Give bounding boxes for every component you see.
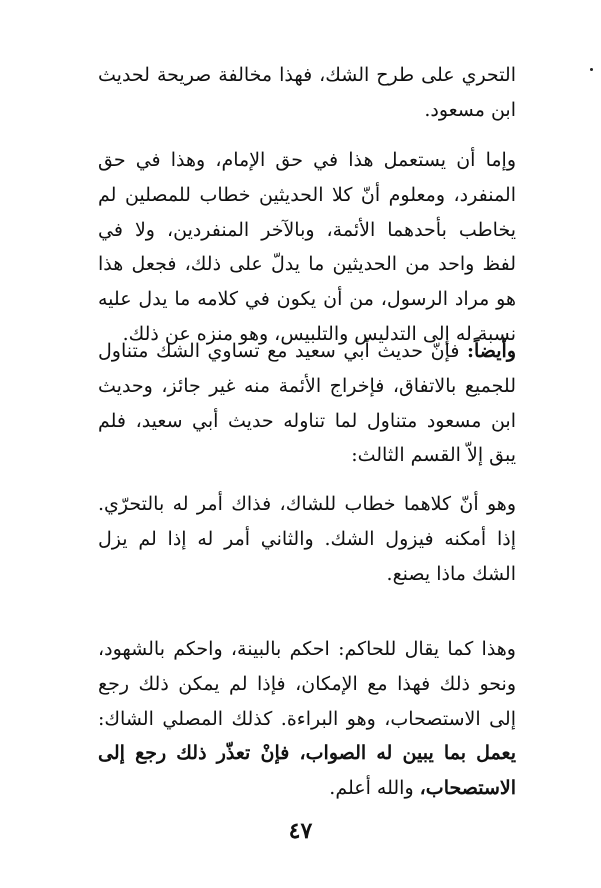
paragraph-2-text: وإما أن يستعمل هذا في حق الإمام، وهذا في حق المنفرد، ومعلوم أنّ كلا الحديثين خطاب للمصلين لم يخاطب بأحدهما الأئمة، وبالآخر المنفردين، ولا في لفظ واحد من الحديثين ما يدلّ على ذلك، فجعل هذا هو مراد الرسول، من أن يكون في كلامه ما يدل عليه نسبة له إلى التدليس والتلبيس، وهو منزه عن ذلك. (98, 149, 516, 345)
paragraph-5-bold-text: يعمل بما يبين له الصواب، فإنْ تعذّر ذلك رجع إلى الاستصحاب، (98, 742, 516, 800)
paragraph-4-text: وهو أنّ كلاهما خطاب للشاك، فذاك أمر له بالتحرّي. إذا أمكنه فيزول الشك. والثاني أمر له إذا لم يزل الشك ماذا يصنع. (98, 493, 516, 585)
page-number: ٤٧ (288, 818, 313, 844)
paragraph-2 (98, 143, 516, 352)
paragraph-1-text: التحري على طرح الشك، فهذا مخالفة صريحة لحديث ابن مسعود. (98, 64, 516, 121)
paragraph-3 (98, 334, 516, 473)
paragraph-5-tail: والله أعلم. (329, 777, 420, 800)
paragraph-5-text: وهذا كما يقال للحاكم: احكم بالبينة، واحكم بالشهود، ونحو ذلك فهذا مع الإمكان، فإذا لم يمكن ذلك رجع إلى الاستصحاب، وهو البراءة. كذلك المصلي الشاك: (98, 638, 516, 730)
margin-mark (590, 68, 593, 71)
paragraph-3-text: فإنّ حديث أبي سعيد مع تساوي الشك متناول للجميع بالاتفاق، فإخراج الأئمة منه غير جائز، وحديث ابن مسعود متناول لما تناوله حديث أبي سعيد، فلم يبق إلاّ القسم الثالث: (98, 340, 516, 467)
paragraph-5 (98, 632, 516, 806)
paragraph-3-lead: وأيضاً: (466, 340, 516, 362)
paragraph-1 (98, 58, 516, 128)
paragraph-4 (98, 487, 516, 591)
